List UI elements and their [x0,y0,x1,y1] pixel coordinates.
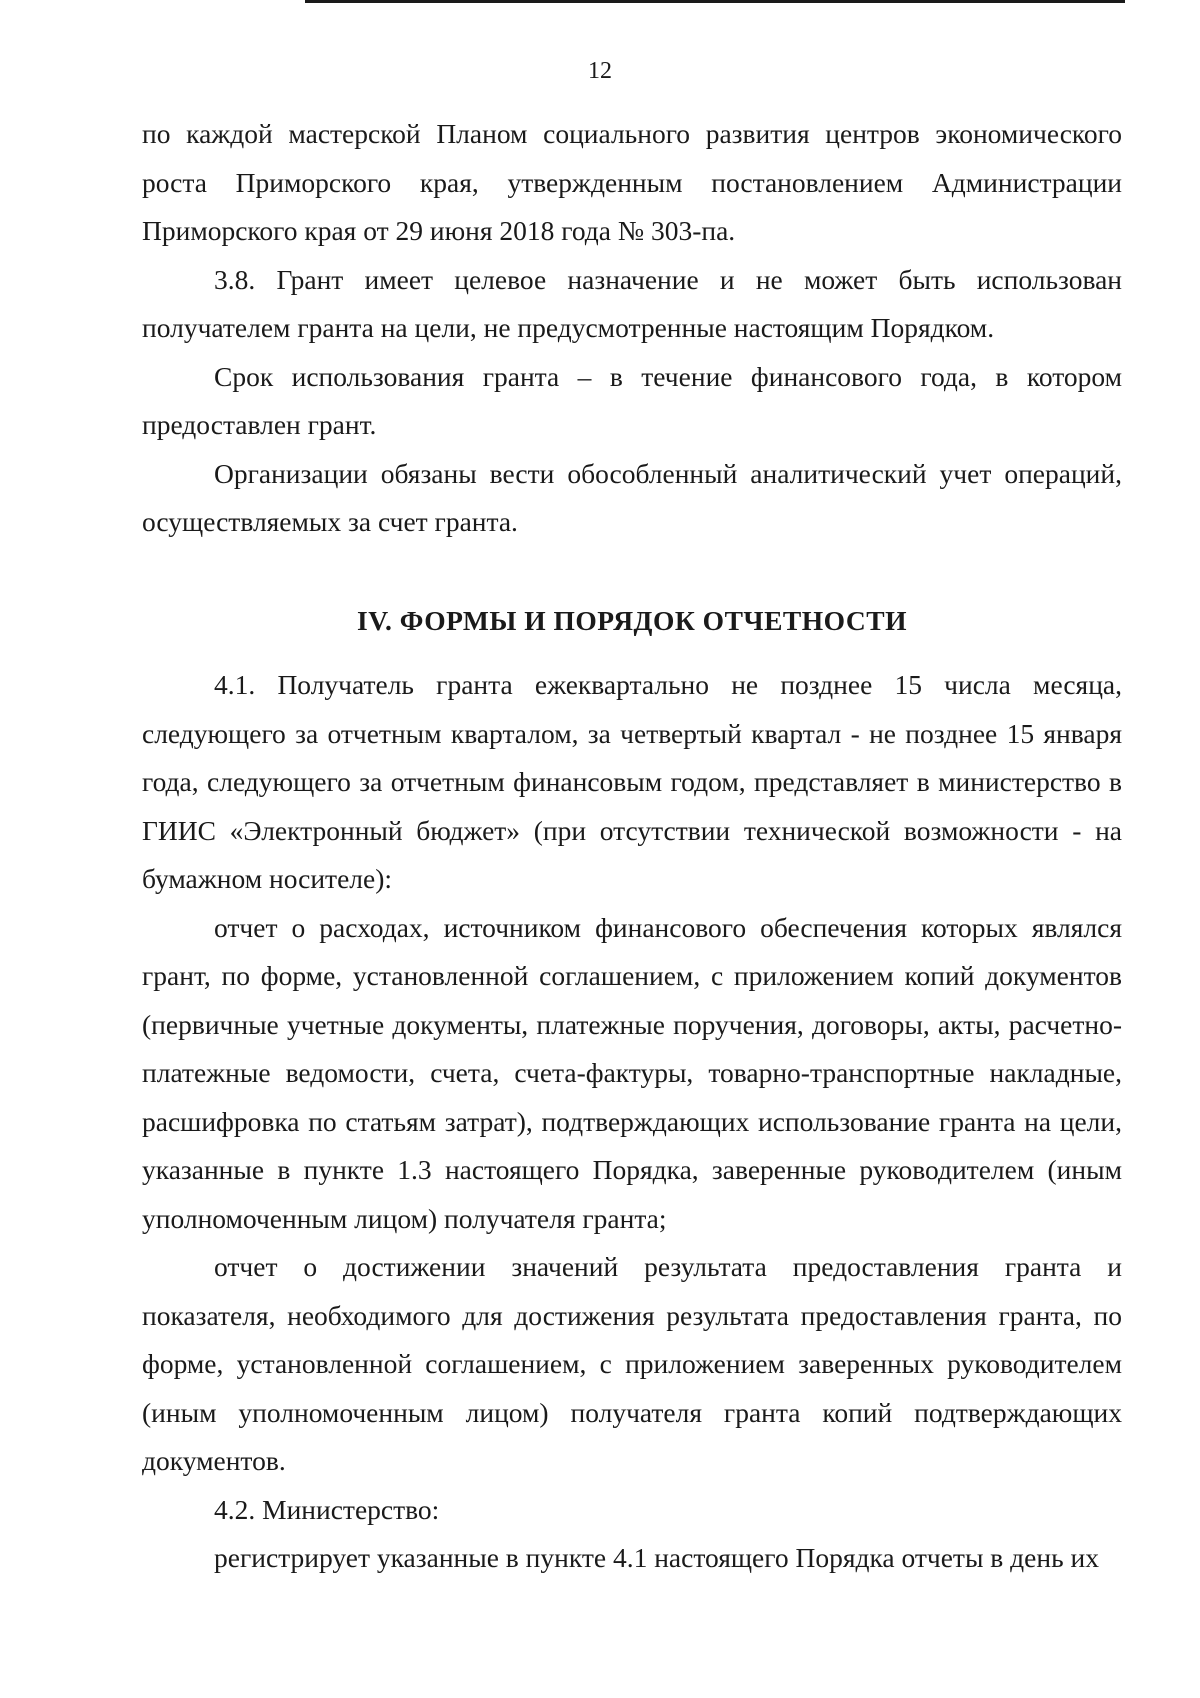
paragraph-continuation: по каждой мастерской Планом социального развития центров экономического роста Приморского края, утвержденным постановлением Администрации Приморского края от 29 июня 2018 года № 303-па. [142,118,1122,246]
paragraph-results-report: отчет о достижении значений результата предоставления гранта и показателя, необходимого для достижения результата предоставления гранта, по форме, установленной соглашением, с приложением заверенных руководителем (иным уполномоченным лицом) получателя гранта копий подтверждающих документов. [142,1251,1122,1476]
document-body [142,110,1122,1583]
paragraph-grant-term: Срок использования гранта – в течение финансового года, в котором предоставлен грант. [142,360,1122,440]
paragraph-4-1: 4.1. Получатель гранта ежеквартально не позднее 15 числа месяца, следующего за отчетным кварталом, за четвертый квартал - не позднее 15 января года, следующего за отчетным финансовым годом, представляет в министерство в ГИИС «Электронный бюджет» (при отсутствии технической возможности - на бумажном носителе): [142,669,1122,894]
paragraph-expense-report: отчет о расходах, источником финансового обеспечения которых являлся грант, по форме, установленной соглашением, с приложением копий документов (первичные учетные документы, платежные поручения, договоры, акты, расчетно-платежные ведомости, счета, счета-фактуры, товарно-транспортные накладные, расшифровка по статьям затрат), подтверждающих использование гранта на цели, указанные в пункте 1.3 настоящего Порядка, заверенные руководителем (иным уполномоченным лицом) получателя гранта; [142,911,1122,1234]
paragraph-4-2: 4.2. Министерство: [214,1493,440,1525]
page-number: 12 [588,58,612,84]
section-heading: IV. ФОРМЫ И ПОРЯДОК ОТЧЕТНОСТИ [357,604,907,636]
paragraph-registers: регистрирует указанные в пункте 4.1 настоящего Порядка отчеты в день их [214,1542,1099,1573]
paragraph-3-8: 3.8. Грант имеет целевое назначение и не может быть использован получателем гранта на цели, не предусмотренные настоящим Порядком. [142,263,1122,343]
scan-edge-line [305,0,1125,3]
paragraph-accounting: Организации обязаны вести обособленный аналитический учет операций, осуществляемых за счет гранта. [142,457,1122,537]
